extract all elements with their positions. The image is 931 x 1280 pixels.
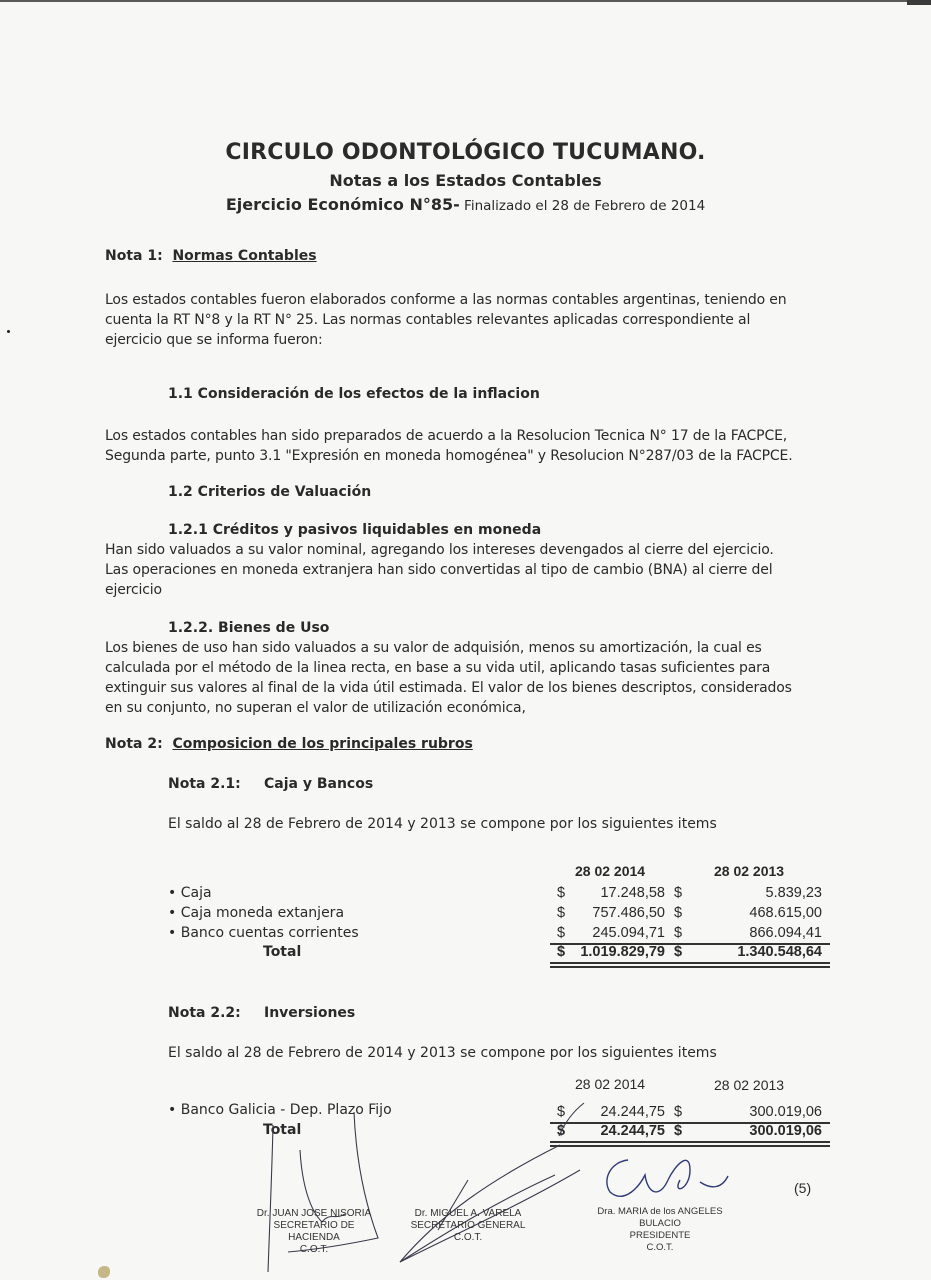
signer-name: Dra. MARIA de los ANGELES BULACIO — [597, 1206, 723, 1229]
currency-symbol: $ — [557, 944, 566, 960]
column-header-2013: 28 02 2013 — [714, 863, 785, 879]
text-line: extinguir sus valores al final de la vida útil estimada. El valor de los bienes descriptos, considerados — [105, 680, 792, 696]
value-2014: 17.248,58 — [600, 885, 665, 901]
value-2013: 468.615,00 — [749, 905, 822, 921]
text-line: en su conjunto, no superan el valor de utilización económica, — [105, 700, 526, 716]
value-2013: 5.839,23 — [765, 885, 822, 901]
signer-org: C.O.T. — [646, 1242, 674, 1253]
nota2-title: Composicion de los principales rubros — [172, 736, 473, 752]
nota2-2-label: Nota 2.2: — [168, 1005, 241, 1021]
currency-symbol: $ — [674, 905, 683, 921]
nota2-label: Nota 2: — [105, 736, 163, 752]
currency-symbol: $ — [674, 1123, 683, 1139]
total-2013: 300.019,06 — [749, 1123, 822, 1139]
nota2-2-title: Inversiones — [264, 1005, 356, 1021]
text-line: Las operaciones en moneda extranjera han sido convertidas al tipo de cambio (BNA) al cierre del — [105, 562, 773, 578]
currency-symbol: $ — [674, 944, 683, 960]
nota2-2-intro: El saldo al 28 de Febrero de 2014 y 2013 se compone por los siguientes items — [168, 1045, 717, 1061]
currency-symbol: $ — [674, 885, 683, 901]
text-line: ejercicio — [105, 582, 162, 598]
total-2013: 1.340.548,64 — [737, 944, 822, 960]
text-line: Han sido valuados a su valor nominal, agregando los intereses devengados al cierre del ejercicio. — [105, 542, 774, 558]
value-2013: 866.094,41 — [749, 925, 822, 941]
signer-org: C.O.T. — [299, 1244, 329, 1255]
currency-symbol: $ — [557, 885, 566, 901]
currency-symbol: $ — [557, 905, 566, 921]
value-2014: 24.244,75 — [600, 1104, 665, 1120]
section-1-1-title: 1.1 Consideración de los efectos de la inflacion — [168, 386, 540, 402]
total-2014: 1.019.829,79 — [580, 944, 665, 960]
text-line: Segunda parte, punto 3.1 "Expresión en moneda homogénea" y Resolucion N°287/03 de la FACPCE. — [105, 448, 793, 464]
signer-name: Dr. JUAN JOSE NISORIA — [256, 1208, 372, 1219]
signer-role: SECRETARIO GENERAL — [410, 1220, 526, 1231]
total-label: Total — [263, 1122, 302, 1138]
signer-role: PRESIDENTE — [629, 1230, 691, 1241]
row-label: • Banco Galicia - Dep. Plazo Fijo — [168, 1102, 392, 1118]
signer-role: SECRETARIO DE HACIENDA — [273, 1220, 355, 1243]
text-line: Los estados contables fueron elaborados conforme a las normas contables argentinas, teniendo en — [105, 292, 787, 308]
page-number: (5) — [794, 1180, 812, 1196]
currency-symbol: $ — [557, 1104, 566, 1120]
nota1-label: Nota 1: — [105, 248, 163, 264]
total-label: Total — [263, 944, 302, 960]
nota1-title: Normas Contables — [172, 248, 317, 264]
column-header-2014: 28 02 2014 — [575, 863, 646, 879]
exercise-number: Ejercicio Económico N°85- — [225, 195, 460, 214]
signer-name: Dr. MIGUEL A. VARELA — [414, 1208, 522, 1219]
value-2013: 300.019,06 — [749, 1104, 822, 1120]
currency-symbol: $ — [674, 1104, 683, 1120]
signer-org: C.O.T. — [453, 1232, 483, 1243]
text-line: cuenta la RT N°8 y la RT N° 25. Las normas contables relevantes aplicadas correspondiente al — [105, 312, 751, 328]
nota2-1-intro: El saldo al 28 de Febrero de 2014 y 2013 se compone por los siguientes items — [168, 816, 717, 832]
organization-title: CIRCULO ODONTOLÓGICO TUCUMANO. — [225, 140, 706, 165]
text-line: Los estados contables han sido preparados de acuerdo a la Resolucion Tecnica N° 17 de la FACPCE, — [105, 428, 788, 444]
signature-block-treasurer — [248, 1208, 380, 1256]
text-line: calculada por el método de la linea recta, en base a su vida util, aplicando tasas suficientes para — [105, 660, 771, 676]
section-1-2-2-title: 1.2.2. Bienes de Uso — [168, 620, 330, 636]
section-1-2-title: 1.2 Criterios de Valuación — [168, 484, 372, 500]
text-line: Los bienes de uso han sido valuados a su valor de adquisión, menos su amortización, la cual es — [105, 640, 762, 656]
row-label: • Caja moneda extanjera — [168, 905, 345, 921]
section-1-2-1-title: 1.2.1 Créditos y pasivos liquidables en moneda — [168, 522, 542, 538]
exercise-end-date: Finalizado el 28 de Febrero de 2014 — [459, 198, 706, 214]
signature-block-president — [590, 1206, 730, 1254]
row-label: • Caja — [168, 885, 212, 901]
text-line: ejercicio que se informa fueron: — [105, 332, 323, 348]
value-2014: 757.486,50 — [592, 905, 665, 921]
currency-symbol: $ — [557, 925, 566, 941]
signature-block-general-secretary — [402, 1208, 534, 1244]
nota2-1-label: Nota 2.1: — [168, 776, 241, 792]
currency-symbol: $ — [674, 925, 683, 941]
total-2014: 24.244,75 — [600, 1123, 665, 1139]
currency-symbol: $ — [557, 1123, 566, 1139]
document-subtitle: Notas a los Estados Contables — [329, 171, 602, 190]
column-header-2014: 28 02 2014 — [575, 1076, 646, 1092]
column-header-2013: 28 02 2013 — [714, 1077, 785, 1093]
row-label: • Banco cuentas corrientes — [168, 925, 359, 941]
value-2014: 245.094,71 — [592, 925, 665, 941]
nota2-1-title: Caja y Bancos — [264, 776, 374, 792]
